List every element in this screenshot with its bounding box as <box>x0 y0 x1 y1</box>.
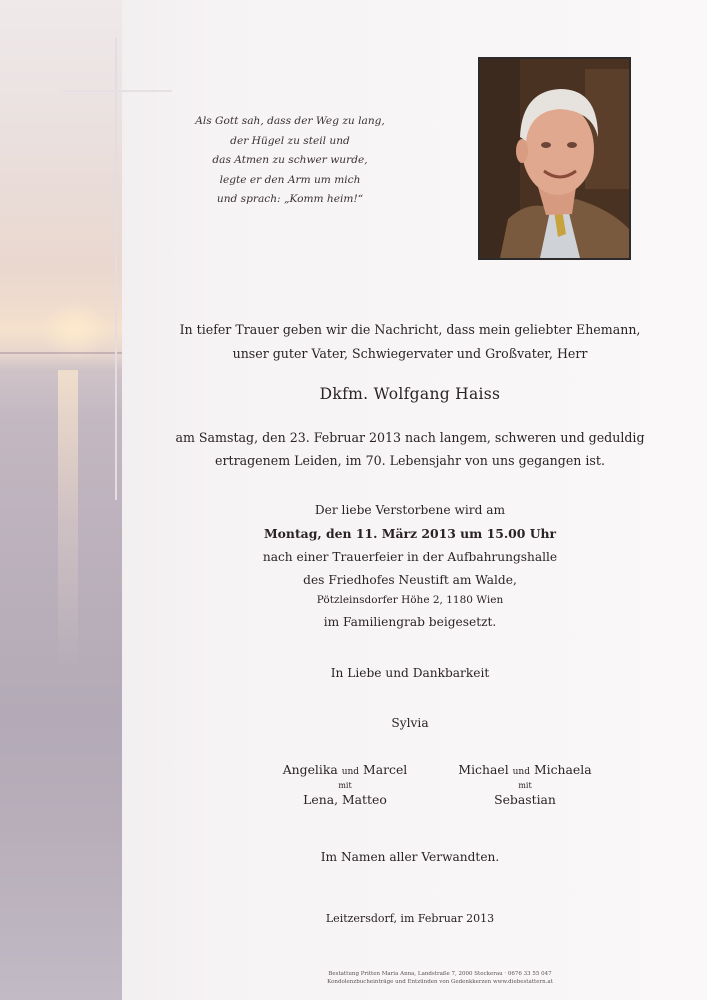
funeral-date: Montag, den 11. März 2013 um 15.00 Uhr <box>263 526 557 541</box>
sunset-sea-image <box>0 0 122 1000</box>
grandchildren-names: Lena, Matteo <box>303 792 387 807</box>
death-notice-line: ertragenem Leiden, im 70. Lebensjahr von uns gegangen ist. <box>215 453 605 468</box>
family-name: Michael <box>458 762 509 777</box>
funeral-line: des Friedhofes Neustift am Walde, <box>303 573 517 587</box>
family-name: Marcel <box>363 762 408 777</box>
funeral-line: nach einer Trauerfeier in der Aufbahrungshalle <box>262 550 558 564</box>
sun-glow <box>40 300 110 360</box>
family-name: Michaela <box>533 762 592 777</box>
parents-names <box>270 762 420 777</box>
widow-name: Sylvia <box>391 716 429 730</box>
poem-line: das Atmen zu schwer wurde, <box>212 154 368 166</box>
love-line: In Liebe und Dankbarkeit <box>330 666 490 680</box>
family-group-left <box>270 762 420 807</box>
parents-names <box>440 762 610 777</box>
funeral-line: Der liebe Verstorbene wird am <box>314 503 506 517</box>
death-notice-line: am Samstag, den 23. Februar 2013 nach langem, schweren und geduldig <box>175 430 645 445</box>
poem-line: Als Gott sah, dass der Weg zu lang, <box>195 115 385 127</box>
cross-icon-vertical <box>115 38 117 500</box>
funeral-address: Pötzleinsdorfer Höhe 2, 1180 Wien <box>316 594 504 606</box>
horizon-line <box>0 352 122 354</box>
poem-line: legte er den Arm um mich <box>219 173 361 186</box>
intro-line: unser guter Vater, Schwiegervater und Großvater, Herr <box>232 346 588 361</box>
cross-icon-horizontal <box>62 90 172 92</box>
family-name: Angelika <box>282 762 338 777</box>
sun-reflection <box>58 370 78 670</box>
conjunction: und <box>341 767 360 777</box>
conjunction: und <box>512 767 530 777</box>
portrait-illustration <box>480 59 629 258</box>
footer-line: Bestattung Pritten Maria Anna, Landstraße 7, 2000 Stockerau · 0676 33 55 047 <box>328 971 552 977</box>
footer <box>250 970 630 986</box>
grandchildren-names: Sebastian <box>494 792 556 807</box>
poem-line: der Hügel zu steil und <box>230 134 350 147</box>
deceased-name: Dkfm. Wolfgang Haiss <box>319 385 501 403</box>
with-label: mit <box>518 781 532 790</box>
family-group-right <box>440 762 610 807</box>
poem-line: und sprach: „Komm heim!“ <box>216 193 364 205</box>
intro-line: In tiefer Trauer geben wir die Nachricht, dass mein geliebter Ehemann, <box>179 322 641 337</box>
with-label: mit <box>338 781 352 790</box>
place-date: Leitzersdorf, im Februar 2013 <box>325 912 495 925</box>
relatives-line: Im Namen aller Verwandten. <box>320 850 500 864</box>
portrait-photo <box>478 57 631 260</box>
funeral-line: im Familiengrab beigesetzt. <box>323 615 497 629</box>
footer-line: Kondolenzbucheinträge und Entzünden von Gedenkkerzen www.diebestattern.at <box>327 979 553 985</box>
poem <box>150 112 430 210</box>
